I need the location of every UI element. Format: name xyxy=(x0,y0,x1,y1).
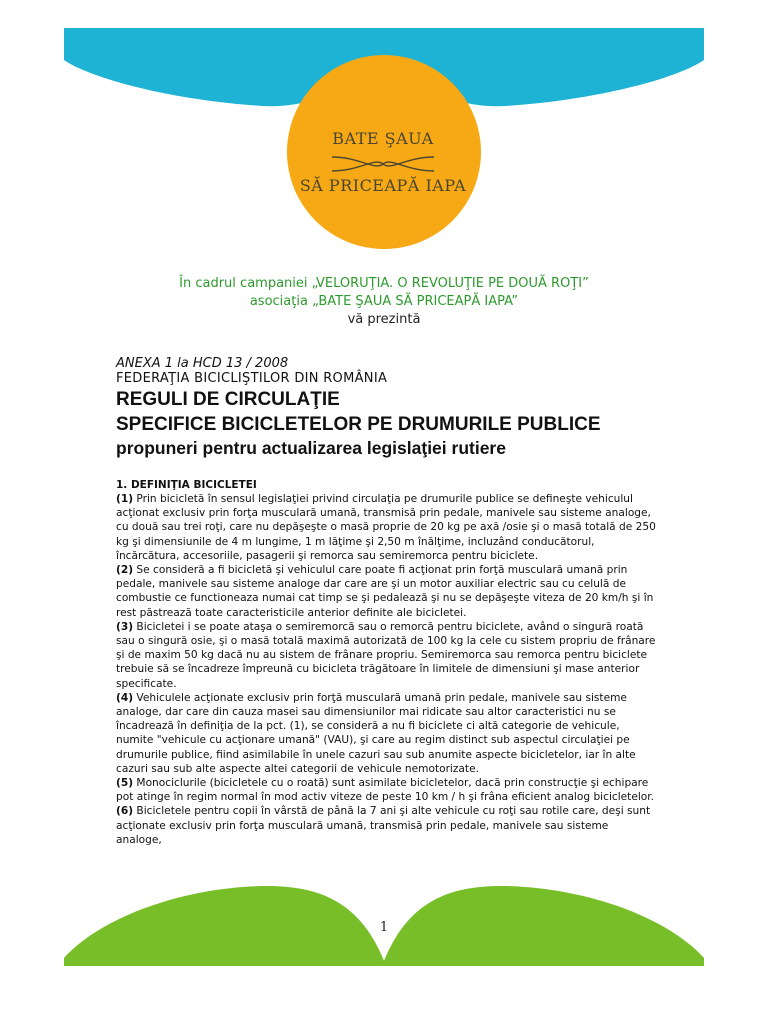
annex-reference: ANEXA 1 la HCD 13 / 2008 xyxy=(116,356,289,371)
intro-presents-line: vă prezintă xyxy=(347,312,421,327)
title-line-1: REGULI DE CIRCULAŢIE xyxy=(116,389,340,410)
paragraph-1 xyxy=(116,492,656,563)
paragraph-4 xyxy=(116,691,656,776)
paragraph-number: (3) xyxy=(116,620,134,633)
logo-line-2: SĂ PRICEAPĂ IAPA xyxy=(299,176,467,195)
paragraph-text: Prin bicicletă în sensul legislaţiei privind circulaţia pe drumurile publice se defineşte vehiculul acţionat exclusiv prin forţa musculară umană, transmisă prin pedale, manivele sau sisteme analoge, cu două sau trei roţi, care nu depăşeşte o masă proprie de 20 kg pe axă /osie şi o masă totală de 250 kg şi dimensiunile de 4 m lungime, 1 m lăţime şi 2,50 m înălţime, incluzând conducătorul, încărcătura, accesoriile, pasagerii şi remorca sau semiremorca pentru biciclete. xyxy=(116,493,656,562)
paragraph-number: (6) xyxy=(116,805,134,818)
paragraph-text: Bicicletei i se poate ataşa o semiremorcă sau o remorcă pentru biciclete, având o singură roată sau o singură osie, şi o masă totală maximă autorizată de 100 kg la cele cu sistem propriu de frânare şi de maxim 50 kg dacă nu au sistem de frânare propriu. Semiremorca sau remorca pentru biciclete trebuie să se încadreze împreună cu bicicleta trăgătoare în limitele de dimensiuni şi mase anterior specificate. xyxy=(116,620,656,690)
federation-name: FEDERAŢIA BICICLIŞTILOR DIN ROMÂNIA xyxy=(116,371,388,386)
paragraph-6 xyxy=(116,804,656,847)
page-number: 1 xyxy=(379,920,389,935)
logo-line-1: BATE ŞAUA xyxy=(332,129,434,148)
orange-circle xyxy=(287,55,481,249)
paragraph-number: (4) xyxy=(116,691,134,704)
logo-swirl-icon xyxy=(330,153,436,175)
section-heading: 1. DEFINIŢIA BICICLETEI xyxy=(116,479,257,491)
paragraph-number: (1) xyxy=(116,493,134,505)
paragraph-number: (5) xyxy=(116,777,134,790)
intro-campaign-line: În cadrul campaniei „VELORUŢIA. O REVOLUŢIE PE DOUĂ ROŢI” xyxy=(179,276,589,291)
title-line-2: SPECIFICE BICICLETELOR PE DRUMURILE PUBLICE xyxy=(116,414,601,435)
paragraph-2 xyxy=(116,563,656,620)
paragraph-3 xyxy=(116,620,656,691)
paragraph-text: Monociclurile (bicicletele cu o roată) sunt asimilate bicicletelor, dacă prin construcţie şi echipare pot atinge în regim normal în mod activ viteze de peste 10 km / h şi frâna eficient analog bicicletelor. xyxy=(116,777,655,804)
paragraph-text: Vehiculele acţionate exclusiv prin forţă musculară umană prin pedale, manivele sau sisteme analoge, dar care din cauza masei sau dimensiunilor mai ridicate sau altor caracteristici nu se încadrează în definiţia de la pct. (1), se consideră a nu fi biciclete ci altă categorie de vehicule, numite "vehicule cu acţionare umană" (VAU), şi care au regim distinct sub aspectul circulaţiei pe drumurile publice, fiind asimilabile în unele cazuri sau sub anumite aspecte bicicletelor, iar în alte cazuri sau sub alte aspecte altei categorii de vehicule nemotorizate. xyxy=(116,691,636,775)
intro-association-line: asociaţia „BATE ŞAUA SĂ PRICEAPĂ IAPA” xyxy=(249,294,519,309)
document-body xyxy=(116,356,656,847)
paragraph-number: (2) xyxy=(116,564,134,577)
paragraph-text: Bicicletele pentru copii în vârstă de până la 7 ani şi alte vehicule cu roţi sau rotile care, deşi sunt acţionate exclusiv prin forţa musculară umană, transmisă prin pedale, manivele sau sisteme analoge, xyxy=(116,805,651,846)
paragraph-text: Se consideră a fi bicicletă şi vehiculul care poate fi acţionat prin forţă musculară umană prin pedale, manivele sau sisteme analoge dar care are şi un motor auxiliar electric sau cu celulă de combustie ce functioneaza numai cat timp se şi pedalează şi nu se depăşeşte viteza de 20 km/h şi în rest păstrează toate caracteristicile anterior definite ale bicicletei. xyxy=(116,564,654,619)
subtitle: propuneri pentru actualizarea legislaţiei rutiere xyxy=(116,438,506,458)
paragraph-5 xyxy=(116,776,656,804)
